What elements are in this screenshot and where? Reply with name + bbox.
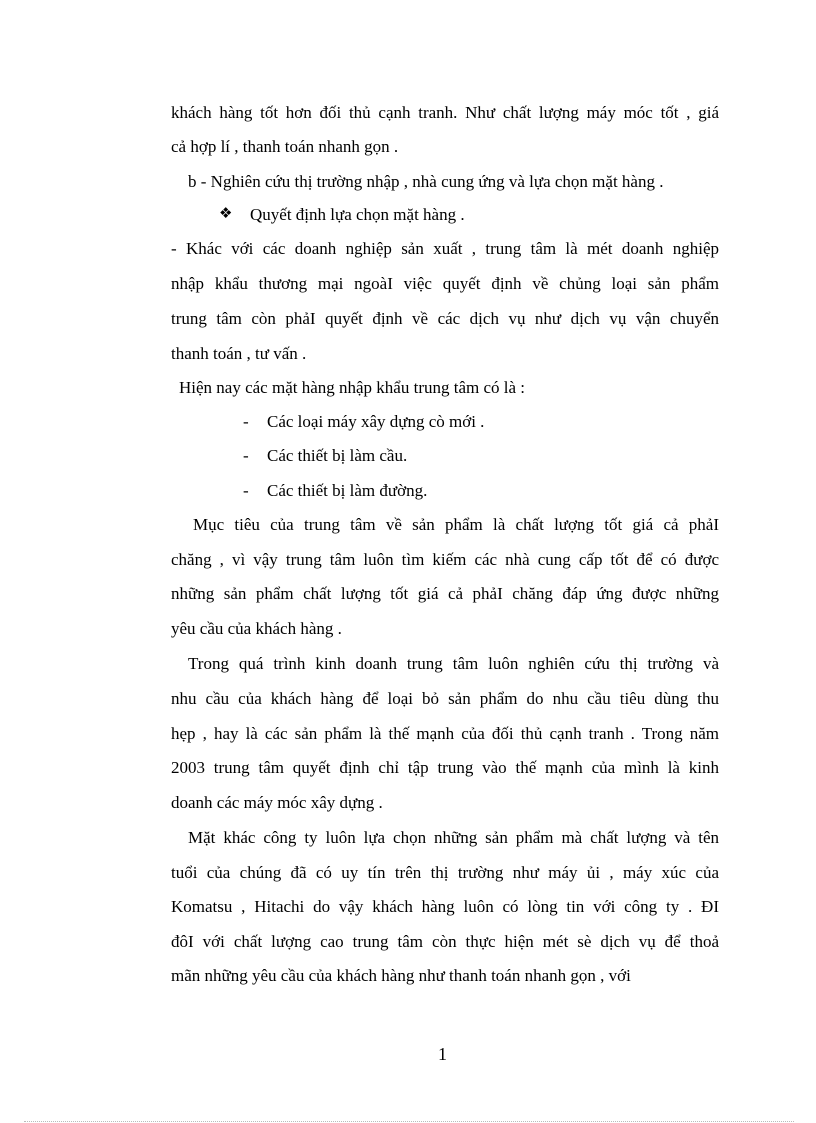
text-line: nhu cầu của khách hàng để loại bỏ sản phẩm do nhu cầu tiêu dùng thu [171, 689, 719, 708]
text-line: - Khác với các doanh nghiệp sản xuất , trung tâm là mét doanh nghiệp [171, 239, 719, 258]
list-item: Các loại máy xây dựng cò mới . [267, 412, 485, 431]
text-line: khách hàng tốt hơn đối thủ cạnh tranh. Như chất lượng máy móc tốt , giá [171, 103, 719, 122]
text-line: hẹp , hay là các sản phẩm là thế mạnh của đối thủ cạnh tranh . Trong năm [171, 724, 719, 743]
diamond-bullet-icon: ❖ [219, 204, 233, 222]
text-line: những sản phẩm chất lượng tốt giá cả phảI chăng đáp ứng được những [171, 584, 719, 603]
text-line: đôI với chất lượng cao trung tâm còn thực hiện mét sè dịch vụ để thoả [171, 932, 719, 951]
page-number: 1 [438, 1044, 447, 1064]
subsection-heading: Quyết định lựa chọn mặt hàng . [250, 205, 465, 224]
text-line: chăng , vì vậy trung tâm luôn tìm kiếm các nhà cung cấp tốt để có được [171, 550, 719, 569]
list-dash: - [243, 446, 249, 465]
text-line: doanh các máy móc xây dựng . [171, 793, 383, 812]
text-line: trung tâm còn phảI quyết định về các dịch vụ như dịch vụ vận chuyển [171, 309, 719, 328]
section-heading: b - Nghiên cứu thị trường nhập , nhà cung ứng và lựa chọn mặt hàng . [188, 172, 664, 191]
list-item: Các thiết bị làm đường. [267, 481, 428, 500]
text-line: Trong quá trình kinh doanh trung tâm luôn nghiên cứu thị trường và [188, 654, 719, 673]
page-bottom-divider [24, 1121, 794, 1122]
list-dash: - [243, 412, 249, 431]
text-line: Komatsu , Hitachi do vậy khách hàng luôn có lòng tin với công ty . ĐI [171, 897, 719, 916]
text-line: mãn những yêu cầu của khách hàng như thanh toán nhanh gọn , với [171, 966, 631, 985]
text-line: Mặt khác công ty luôn lựa chọn những sản phẩm mà chất lượng và tên [188, 828, 719, 847]
list-dash: - [243, 481, 249, 500]
text-line: nhập khẩu thương mại ngoàI việc quyết định về chủng loại sản phẩm [171, 274, 719, 293]
text-line: Hiện nay các mặt hàng nhập khẩu trung tâm có là : [179, 378, 526, 397]
list-item: Các thiết bị làm cầu. [267, 446, 408, 465]
text-line: cả hợp lí , thanh toán nhanh gọn . [171, 137, 399, 156]
text-line: thanh toán , tư vấn . [171, 344, 307, 363]
text-line: Mục tiêu của trung tâm về sản phẩm là chất lượng tốt giá cả phảI [193, 515, 719, 534]
text-line: yêu cầu của khách hàng . [171, 619, 342, 638]
text-line: 2003 trung tâm quyết định chỉ tập trung vào thế mạnh của mình là kinh [171, 758, 719, 777]
text-line: tuổi của chúng đã có uy tín trên thị trường như máy ủi , máy xúc của [171, 863, 719, 882]
